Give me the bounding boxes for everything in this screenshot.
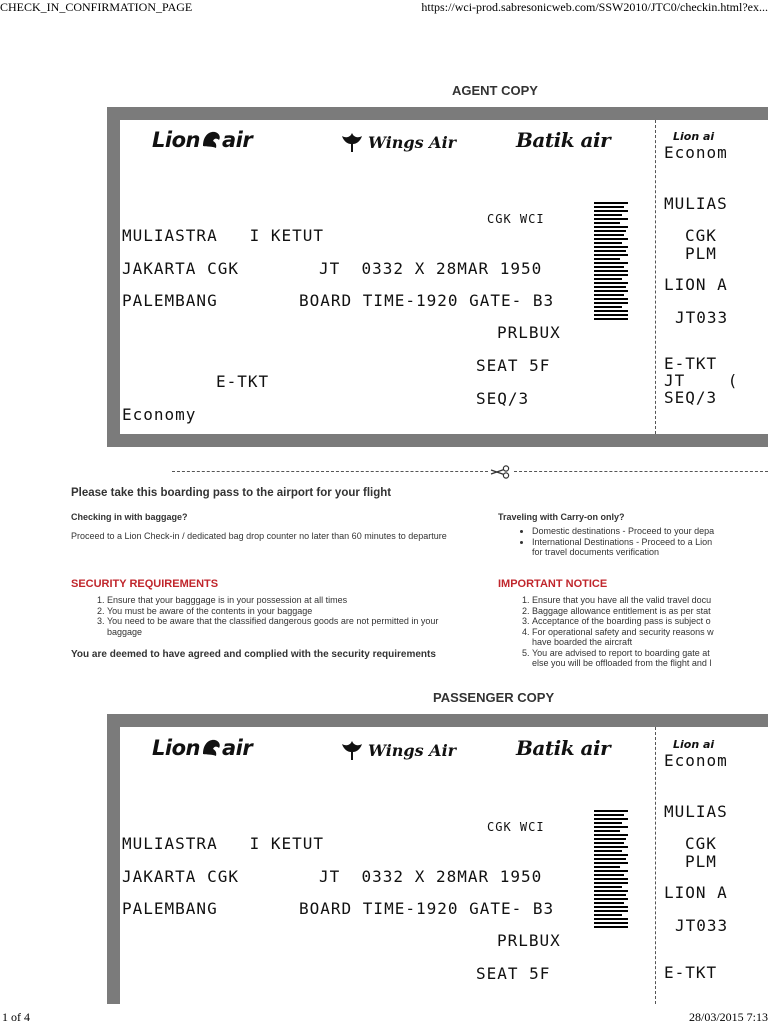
instructions-heading: Please take this boarding pass to the airport for your flight	[71, 487, 392, 499]
notice-item: 2. Baggage allowance entitlement is as per stat	[532, 606, 726, 617]
cabin-class: Economy	[122, 405, 197, 424]
stub-lion-air-logo: Lion ai	[673, 130, 715, 143]
boarding-barcode	[594, 202, 628, 322]
lion-air-logo: Lion air	[152, 736, 253, 760]
stub-divider	[655, 120, 656, 434]
passenger-name: MULIASTRA I KETUT	[122, 834, 325, 853]
passenger-name: MULIASTRA I KETUT	[122, 226, 325, 245]
seat-number: SEAT 5F	[476, 964, 551, 983]
passenger-boarding-pass	[107, 714, 768, 1004]
print-page-title: CHECK_IN_CONFIRMATION_PAGE	[0, 0, 193, 14]
carryon-item: • Domestic destinations - Proceed to your depa	[532, 526, 726, 537]
destination-city: PALEMBANG	[122, 291, 218, 310]
route-codes: CGK WCI	[487, 820, 545, 834]
stub-destination: PLM	[685, 244, 717, 263]
wings-air-logo: Wings Air	[340, 738, 456, 762]
flight-info: JT 0332 X 28MAR 1950	[319, 867, 543, 886]
seat-number: SEAT 5F	[476, 356, 551, 375]
security-list	[71, 595, 471, 637]
cut-line-right	[514, 471, 768, 472]
notice-heading: IMPORTANT NOTICE	[498, 578, 608, 590]
wings-air-logo: Wings Air	[340, 130, 456, 154]
stub-passenger-name: MULIAS	[664, 194, 728, 213]
security-item: 3. You need to be aware that the classified dangerous goods are not permitted in your baggage	[107, 616, 471, 637]
booking-code: PRLBUX	[497, 931, 561, 950]
batik-air-logo: Batik air	[516, 736, 611, 760]
security-footer: You are deemed to have agreed and complied with the security requirements	[71, 649, 436, 660]
boarding-time-gate: BOARD TIME-1920 GATE- B3	[299, 291, 555, 310]
lion-head-icon	[200, 738, 222, 758]
stub-destination: PLM	[685, 852, 717, 871]
carryon-heading: Traveling with Carry-on only?	[498, 512, 625, 522]
stub-cabin: Econom	[664, 751, 728, 770]
baggage-heading: Checking in with baggage?	[71, 512, 188, 522]
agent-copy-title: AGENT COPY	[452, 83, 538, 98]
batik-air-logo: Batik air	[516, 128, 611, 152]
security-item: 1. Ensure that your bagggage is in your possession at all times	[107, 595, 471, 606]
booking-code: PRLBUX	[497, 323, 561, 342]
eticket-label: E-TKT	[216, 372, 270, 391]
route-codes: CGK WCI	[487, 212, 545, 226]
agent-boarding-pass	[107, 107, 768, 447]
security-item: 2. You must be aware of the contents in your baggage	[107, 606, 471, 617]
boarding-barcode	[594, 810, 628, 930]
notice-item: 1. Ensure that you have all the valid travel docu	[532, 595, 726, 606]
flight-info: JT 0332 X 28MAR 1950	[319, 259, 543, 278]
lion-head-icon	[200, 130, 222, 150]
destination-city: PALEMBANG	[122, 899, 218, 918]
passenger-pass-body	[120, 727, 768, 1004]
passenger-copy-title: PASSENGER COPY	[433, 690, 555, 705]
cut-line-left	[172, 471, 488, 472]
security-heading: SECURITY REQUIREMENTS	[71, 578, 219, 590]
agent-pass-body	[120, 120, 768, 434]
stub-origin: CGK	[685, 226, 717, 245]
stub-eticket: E-TKT	[664, 963, 718, 982]
carryon-list	[498, 526, 726, 558]
sequence-number: SEQ/3	[476, 389, 530, 408]
origin-city: JAKARTA CGK	[122, 867, 239, 886]
stub-cabin: Econom	[664, 143, 728, 162]
stub-airline: LION A	[664, 275, 728, 294]
stub-flight: JT033	[675, 308, 729, 327]
stub-flight-short: JT (	[664, 371, 739, 390]
print-datetime: 28/03/2015 7:13	[688, 1010, 768, 1024]
origin-city: JAKARTA CGK	[122, 259, 239, 278]
stub-lion-air-logo: Lion ai	[673, 738, 715, 751]
stub-eticket: E-TKT	[664, 354, 718, 373]
stub-origin: CGK	[685, 834, 717, 853]
boarding-time-gate: BOARD TIME-1920 GATE- B3	[299, 899, 555, 918]
notice-item: 4. For operational safety and security reasons w have boarded the aircraft	[532, 627, 726, 648]
baggage-text: Proceed to a Lion Check-in / dedicated bag drop counter no later than 60 minutes to departure	[71, 531, 447, 541]
notice-item: 3. Acceptance of the boarding pass is subject o	[532, 616, 726, 627]
wings-emblem-icon	[340, 130, 364, 154]
carryon-item: • International Destinations - Proceed to a Lion	[532, 537, 726, 548]
notice-item: 5. You are advised to report to boarding gate at else you will be offloaded from the flight and l	[532, 648, 726, 669]
wings-emblem-icon	[340, 738, 364, 762]
print-url: https://wci-prod.sabresonicweb.com/SSW2010/JTC0/checkin.html?ex...	[421, 0, 768, 14]
stub-flight: JT033	[675, 916, 729, 935]
stub-airline: LION A	[664, 883, 728, 902]
carryon-extra: for travel documents verification	[532, 547, 660, 557]
scissors-icon	[490, 465, 512, 479]
notice-list	[498, 595, 726, 669]
stub-passenger-name: MULIAS	[664, 802, 728, 821]
stub-sequence: SEQ/3	[664, 388, 718, 407]
lion-air-logo: Lion air	[152, 128, 253, 152]
stub-divider	[655, 727, 656, 1004]
print-page-count: 1 of 4	[2, 1010, 30, 1024]
